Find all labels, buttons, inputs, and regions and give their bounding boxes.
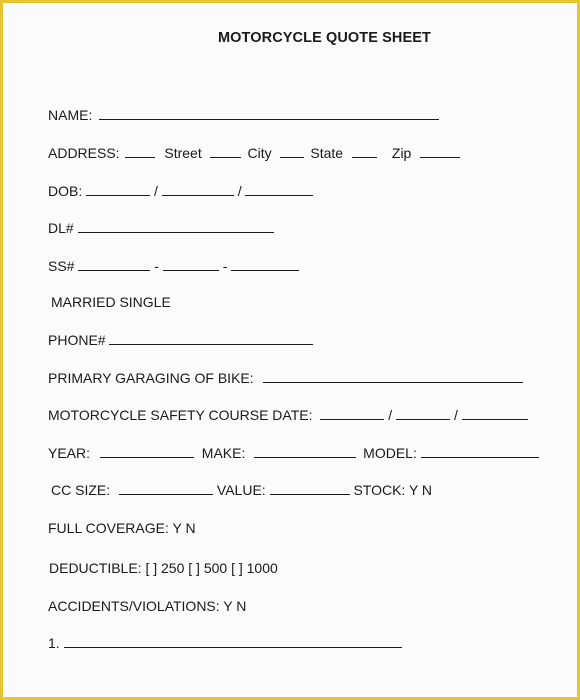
ss-part-3-field[interactable] [231,269,299,271]
year-field[interactable] [100,456,194,458]
ss-row [48,257,299,275]
city-field[interactable] [280,156,304,158]
ss-part-2-field[interactable] [163,269,219,271]
ss-part-1-field[interactable] [78,269,150,271]
garaging-label: PRIMARY GARAGING OF BIKE: [48,370,254,386]
safety-slash-1: / [388,407,393,423]
dl-row [48,219,274,237]
state-field[interactable] [352,156,377,158]
coverage-row [48,519,196,537]
dob-month-field[interactable] [86,194,150,196]
safety-course-day-field[interactable] [396,418,450,420]
garaging-field[interactable] [263,381,523,383]
form-title: MOTORCYCLE QUOTE SHEET [218,30,432,46]
ss-label: SS# [48,258,75,274]
cc-size-label: CC SIZE: [51,482,111,498]
cc-size-field[interactable] [119,493,213,495]
ss-dash-2: - [222,258,228,274]
phone-field[interactable] [109,343,313,345]
deductible-row [49,559,278,577]
vehicle-row [48,444,539,462]
zip-field[interactable] [420,156,460,158]
make-label: MAKE: [201,445,246,461]
safety-course-label: MOTORCYCLE SAFETY COURSE DATE: [48,407,313,423]
dl-field[interactable] [78,231,274,233]
stock-label[interactable]: STOCK: Y N [353,482,433,498]
full-coverage-label[interactable]: FULL COVERAGE: Y N [48,520,196,536]
marital-status-label[interactable]: MARRIED SINGLE [51,294,171,310]
safety-slash-2: / [453,407,458,423]
model-label: MODEL: [363,445,417,461]
dob-day-field[interactable] [162,194,234,196]
accidents-violations-label[interactable]: ACCIDENTS/VIOLATIONS: Y N [48,598,247,614]
safety-course-year-field[interactable] [462,418,528,420]
dob-label: DOB: [48,183,83,199]
name-row [48,106,439,124]
street-field[interactable] [210,156,241,158]
phone-label: PHONE# [48,332,106,348]
state-label: State [310,145,344,161]
name-label: NAME: [48,107,93,123]
violation-item-row [48,634,402,652]
cc-value-row [51,481,432,499]
phone-row [48,331,313,349]
garaging-row [48,369,523,387]
dob-slash-1: / [154,183,158,199]
street-label: Street [164,145,202,161]
address-field[interactable] [125,156,155,158]
make-field[interactable] [254,456,356,458]
dob-row [48,182,313,200]
address-label: ADDRESS: [48,145,120,161]
address-row [48,144,460,162]
value-label: VALUE: [216,482,266,498]
item-1-field[interactable] [64,646,402,648]
year-label: YEAR: [48,445,91,461]
value-field[interactable] [270,493,350,495]
ss-dash-1: - [154,258,159,274]
safety-course-row [48,406,528,424]
model-field[interactable] [421,456,539,458]
safety-course-month-field[interactable] [320,418,384,420]
dob-year-field[interactable] [245,194,313,196]
zip-label: Zip [391,145,412,161]
name-field[interactable] [99,118,439,120]
marital-row [51,293,171,311]
deductible-options[interactable]: DEDUCTIBLE: [ ] 250 [ ] 500 [ ] 1000 [49,560,278,576]
item-1-label: 1. [48,635,60,651]
dob-slash-2: / [237,183,242,199]
dl-label: DL# [48,220,74,236]
accidents-row [48,597,246,615]
city-label: City [247,145,272,161]
